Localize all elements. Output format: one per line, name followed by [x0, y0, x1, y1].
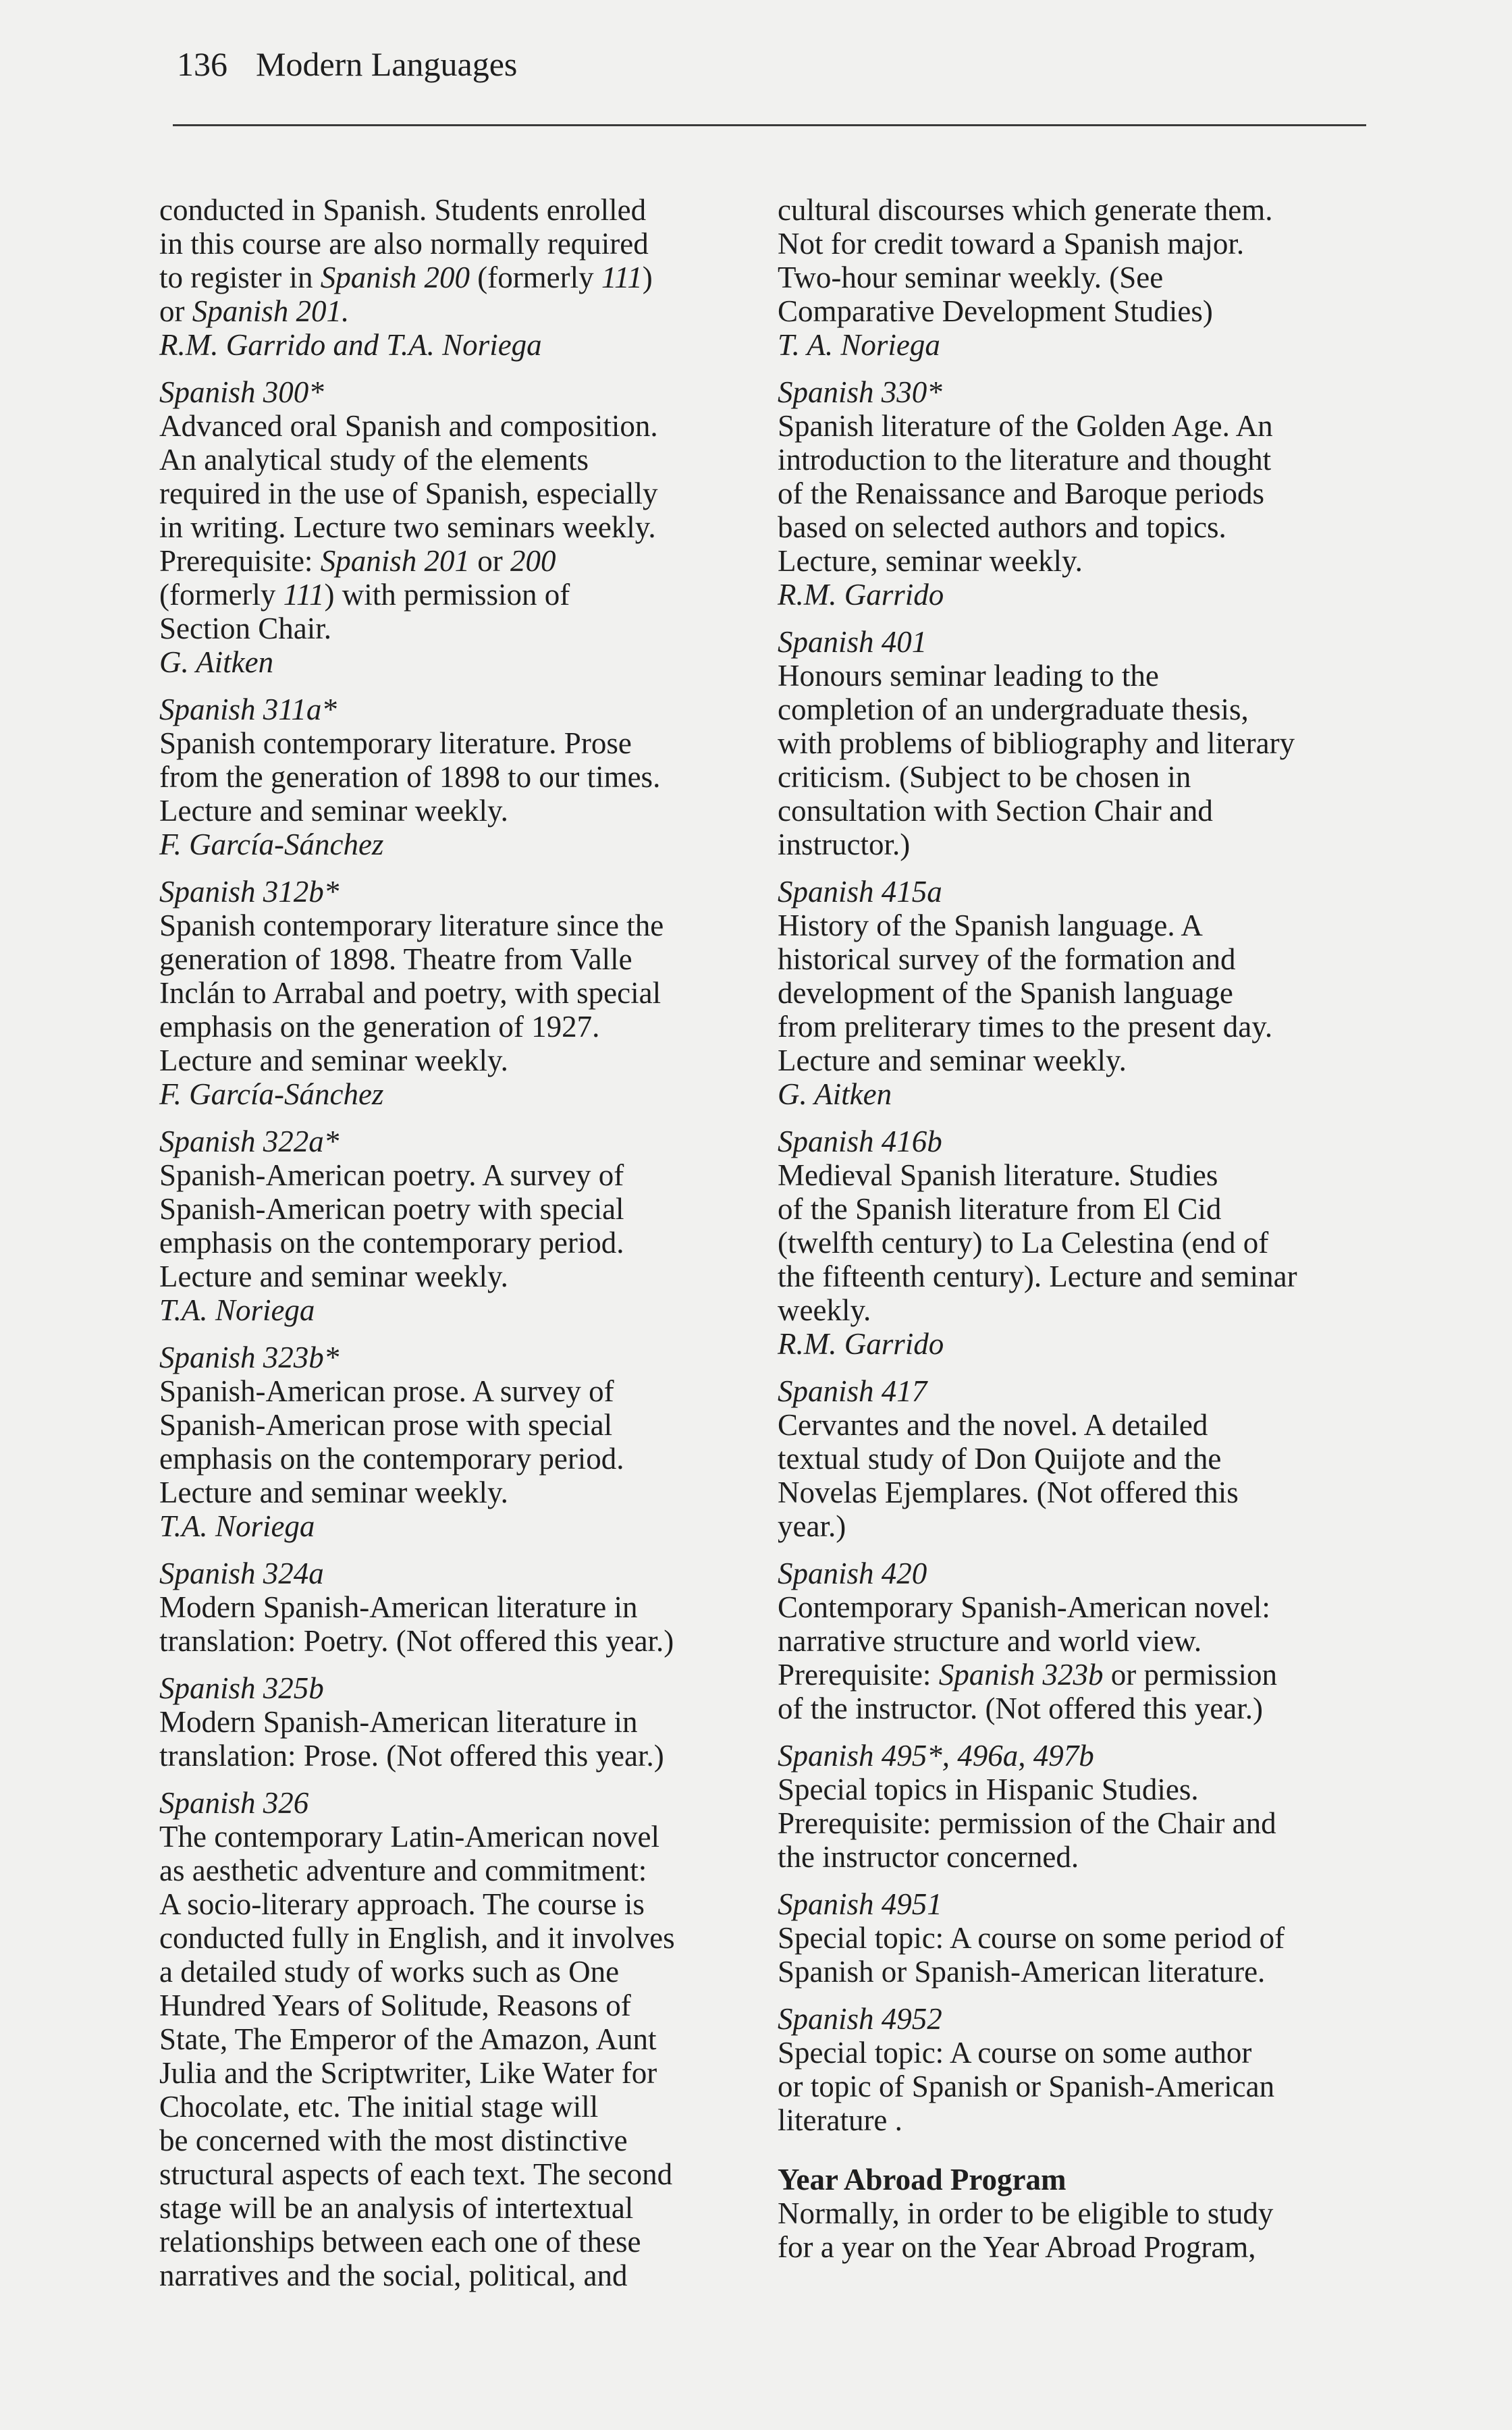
- text-run: .: [342, 294, 350, 328]
- text-line: Hundred Years of Solitude, Reasons of: [159, 1989, 631, 2022]
- instructor-name: R.M. Garrido and T.A. Noriega: [159, 328, 542, 362]
- text-line: in this course are also normally required: [159, 227, 649, 261]
- course-code: Spanish 4951: [778, 1887, 942, 1921]
- course-spanish-4951: [778, 1887, 1372, 1989]
- text-line: generation of 1898. Theatre from Valle: [159, 942, 632, 976]
- section-title: Modern Languages: [256, 45, 518, 83]
- text-line: Modern Spanish-American literature in: [159, 1590, 638, 1624]
- text-line: emphasis on the contemporary period.: [159, 1442, 624, 1476]
- text-line: historical survey of the formation and: [778, 942, 1236, 976]
- text-line: Lecture and seminar weekly.: [159, 794, 508, 828]
- text-line: textual study of Don Quijote and the: [778, 1442, 1222, 1476]
- text-line: Special topic: A course on some author: [778, 2036, 1252, 2070]
- course-spanish-401: [778, 625, 1372, 861]
- header-rule: [173, 124, 1366, 126]
- text-line: Comparative Development Studies): [778, 294, 1213, 328]
- course-spanish-323b: [159, 1341, 753, 1543]
- text-line: Special topics in Hispanic Studies.: [778, 1773, 1199, 1806]
- text-line: Honours seminar leading to the: [778, 659, 1159, 693]
- text-line: translation: Poetry. (Not offered this year.): [159, 1624, 674, 1658]
- text-line: for a year on the Year Abroad Program,: [778, 2230, 1256, 2264]
- course-ref: Spanish 201: [320, 544, 470, 578]
- right-column: [778, 193, 1372, 2277]
- text-line: Prerequisite: permission of the Chair and: [778, 1806, 1276, 1840]
- text-line: Advanced oral Spanish and composition.: [159, 409, 658, 443]
- text-line: narrative structure and world view.: [778, 1624, 1202, 1658]
- text-line: State, The Emperor of the Amazon, Aunt: [159, 2022, 657, 2056]
- course-spanish-416b: [778, 1125, 1372, 1361]
- text-line: Lecture and seminar weekly.: [778, 1044, 1127, 1077]
- text-line: Novelas Ejemplares. (Not offered this: [778, 1476, 1239, 1509]
- text-line: consultation with Section Chair and: [778, 794, 1213, 828]
- course-continued-intro: [159, 193, 753, 362]
- text-run: Prerequisite:: [159, 544, 321, 578]
- text-line: weekly.: [778, 1293, 871, 1327]
- text-line: translation: Prose. (Not offered this year.): [159, 1739, 664, 1773]
- text-line: in writing. Lecture two seminars weekly.: [159, 510, 656, 544]
- course-code: Spanish 420: [778, 1557, 927, 1590]
- text-line: structural aspects of each text. The second: [159, 2157, 673, 2191]
- text-line: [159, 544, 753, 578]
- text-line: Spanish or Spanish-American literature.: [778, 1955, 1266, 1989]
- text-line: The contemporary Latin-American novel: [159, 1820, 659, 1854]
- course-code: Spanish 326: [159, 1786, 309, 1820]
- text-line: with problems of bibliography and literary: [778, 726, 1295, 760]
- course-code: Spanish 401: [778, 625, 927, 659]
- text-line: Spanish-American prose. A survey of: [159, 1374, 614, 1408]
- text-run: or permission: [1103, 1658, 1277, 1692]
- text-line: year.): [778, 1509, 846, 1543]
- text-line: Chocolate, etc. The initial stage will: [159, 2090, 599, 2124]
- text-line: Medieval Spanish literature. Studies: [778, 1158, 1218, 1192]
- text-line: [159, 578, 753, 612]
- course-code: Spanish 330*: [778, 375, 942, 409]
- text-line: Spanish contemporary literature since the: [159, 909, 664, 942]
- course-ref: 200: [510, 544, 556, 578]
- text-line: Modern Spanish-American literature in: [159, 1705, 638, 1739]
- text-line: Special topic: A course on some period of: [778, 1921, 1285, 1955]
- course-spanish-420: [778, 1557, 1372, 1725]
- course-code: Spanish 324a: [159, 1557, 324, 1590]
- text-line: [778, 1658, 1372, 1692]
- text-line: literature .: [778, 2103, 902, 2137]
- text-run: or: [159, 294, 192, 328]
- course-code: Spanish 4952: [778, 2002, 942, 2036]
- section-heading: Year Abroad Program: [778, 2163, 1066, 2196]
- text-line: criticism. (Subject to be chosen in: [778, 760, 1191, 794]
- instructor-name: R.M. Garrido: [778, 1327, 944, 1361]
- text-line: a detailed study of works such as One: [159, 1955, 620, 1989]
- text-line: based on selected authors and topics.: [778, 510, 1226, 544]
- text-line: (twelfth century) to La Celestina (end of: [778, 1226, 1269, 1260]
- text-line: from the generation of 1898 to our times.: [159, 760, 661, 794]
- text-run: (formerly: [469, 261, 601, 294]
- course-ref: Spanish 323b: [938, 1658, 1104, 1692]
- year-abroad-section: [778, 2163, 1372, 2264]
- course-spanish-311a: [159, 693, 753, 861]
- text-run: (formerly: [159, 578, 284, 612]
- text-line: or topic of Spanish or Spanish-American: [778, 2070, 1275, 2103]
- text-run: ): [642, 261, 653, 294]
- text-line: of the instructor. (Not offered this year.): [778, 1692, 1263, 1725]
- instructor-name: G. Aitken: [159, 645, 274, 679]
- running-head: [177, 40, 517, 88]
- text-line: the fifteenth century). Lecture and seminar: [778, 1260, 1297, 1293]
- text-line: be concerned with the most distinctive: [159, 2124, 628, 2157]
- text-line: required in the use of Spanish, especially: [159, 477, 658, 510]
- text-line: development of the Spanish language: [778, 976, 1233, 1010]
- text-run: or: [469, 544, 510, 578]
- course-spanish-312b: [159, 875, 753, 1111]
- text-line: Two-hour seminar weekly. (See: [778, 261, 1164, 294]
- text-line: [159, 294, 753, 328]
- text-line: Julia and the Scriptwriter, Like Water for: [159, 2056, 657, 2090]
- text-line: conducted fully in English, and it involves: [159, 1921, 675, 1955]
- instructor-name: T.A. Noriega: [159, 1293, 315, 1327]
- text-line: of the Renaissance and Baroque periods: [778, 477, 1265, 510]
- course-ref: 111: [283, 578, 325, 612]
- text-line: relationships between each one of these: [159, 2225, 641, 2259]
- instructor-name: R.M. Garrido: [778, 578, 944, 612]
- text-line: Spanish contemporary literature. Prose: [159, 726, 632, 760]
- text-line: Spanish-American prose with special: [159, 1408, 613, 1442]
- course-code: Spanish 311a*: [159, 693, 337, 726]
- course-spanish-495: [778, 1739, 1372, 1874]
- text-line: from preliterary times to the present day.: [778, 1010, 1273, 1044]
- text-line: Lecture, seminar weekly.: [778, 544, 1083, 578]
- text-line: Inclán to Arrabal and poetry, with special: [159, 976, 662, 1010]
- text-line: Spanish literature of the Golden Age. An: [778, 409, 1273, 443]
- course-spanish-417: [778, 1374, 1372, 1543]
- text-run: Prerequisite:: [778, 1658, 939, 1692]
- course-326-continued: [778, 193, 1372, 362]
- instructor-name: G. Aitken: [778, 1077, 892, 1111]
- text-line: narratives and the social, political, and: [159, 2259, 628, 2292]
- course-spanish-322a: [159, 1125, 753, 1327]
- course-code: Spanish 312b*: [159, 875, 340, 909]
- text-line: Contemporary Spanish-American novel:: [778, 1590, 1270, 1624]
- text-line: Spanish-American poetry. A survey of: [159, 1158, 624, 1192]
- course-ref: Spanish 200: [320, 261, 470, 294]
- instructor-name: F. García-Sánchez: [159, 828, 384, 861]
- left-column: [159, 193, 753, 2306]
- text-line: as aesthetic adventure and commitment:: [159, 1854, 647, 1887]
- text-line: of the Spanish literature from El Cid: [778, 1192, 1222, 1226]
- course-code: Spanish 495*, 496a, 497b: [778, 1739, 1094, 1773]
- text-line: Lecture and seminar weekly.: [159, 1044, 508, 1077]
- text-line: cultural discourses which generate them.: [778, 193, 1273, 227]
- text-line: conducted in Spanish. Students enrolled: [159, 193, 647, 227]
- text-line: Spanish-American poetry with special: [159, 1192, 624, 1226]
- course-code: Spanish 300*: [159, 375, 324, 409]
- text-line: Lecture and seminar weekly.: [159, 1260, 508, 1293]
- course-spanish-325b: [159, 1671, 753, 1773]
- course-code: Spanish 417: [778, 1374, 927, 1408]
- text-run: ) with permission of: [324, 578, 570, 612]
- text-run: to register in: [159, 261, 321, 294]
- text-line: emphasis on the contemporary period.: [159, 1226, 624, 1260]
- course-code: Spanish 323b*: [159, 1341, 340, 1374]
- text-line: introduction to the literature and thought: [778, 443, 1272, 477]
- course-code: Spanish 325b: [159, 1671, 324, 1705]
- text-line: completion of an undergraduate thesis,: [778, 693, 1249, 726]
- text-line: [159, 261, 753, 294]
- text-line: Not for credit toward a Spanish major.: [778, 227, 1245, 261]
- text-line: instructor.): [778, 828, 911, 861]
- text-line: Cervantes and the novel. A detailed: [778, 1408, 1208, 1442]
- course-code: Spanish 415a: [778, 875, 942, 909]
- course-ref: Spanish 201: [192, 294, 342, 328]
- instructor-name: T. A. Noriega: [778, 328, 940, 362]
- course-ref: 111: [601, 261, 643, 294]
- course-spanish-330: [778, 375, 1372, 612]
- page-number: 136: [177, 45, 227, 83]
- text-line: Normally, in order to be eligible to study: [778, 2196, 1274, 2230]
- course-code: Spanish 416b: [778, 1125, 942, 1158]
- course-spanish-326: [159, 1786, 753, 2292]
- text-line: Section Chair.: [159, 612, 331, 645]
- course-spanish-4952: [778, 2002, 1372, 2137]
- text-line: emphasis on the generation of 1927.: [159, 1010, 600, 1044]
- course-spanish-324a: [159, 1557, 753, 1658]
- text-line: History of the Spanish language. A: [778, 909, 1203, 942]
- course-code: Spanish 322a*: [159, 1125, 340, 1158]
- text-line: A socio-literary approach. The course is: [159, 1887, 645, 1921]
- instructor-name: F. García-Sánchez: [159, 1077, 384, 1111]
- text-line: the instructor concerned.: [778, 1840, 1079, 1874]
- text-line: stage will be an analysis of intertextual: [159, 2191, 634, 2225]
- text-line: An analytical study of the elements: [159, 443, 589, 477]
- course-spanish-415a: [778, 875, 1372, 1111]
- text-line: Lecture and seminar weekly.: [159, 1476, 508, 1509]
- instructor-name: T.A. Noriega: [159, 1509, 315, 1543]
- course-spanish-300: [159, 375, 753, 679]
